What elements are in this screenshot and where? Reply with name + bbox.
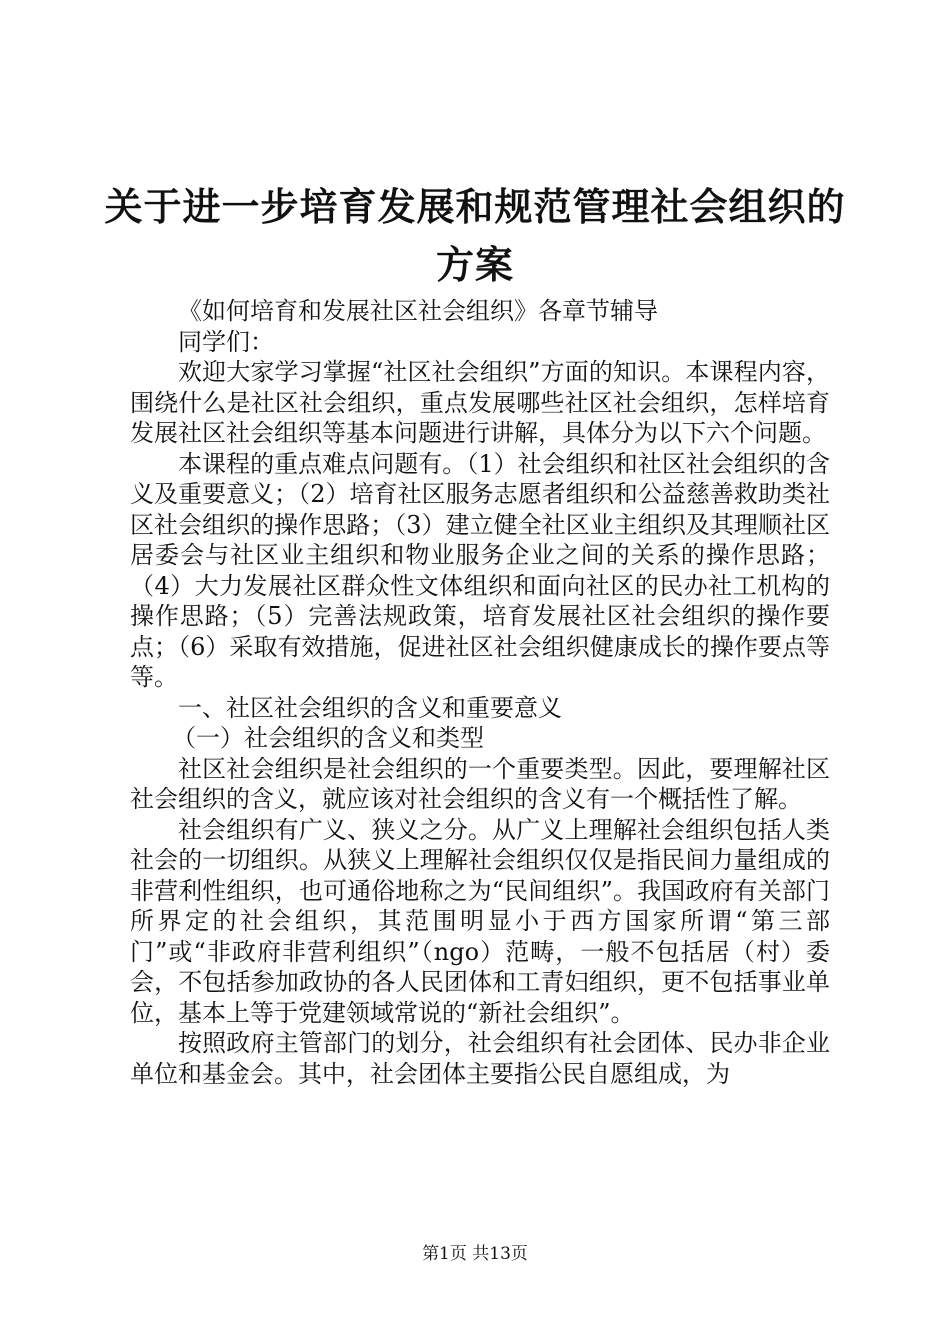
paragraph-greeting: 同学们： — [178, 327, 274, 356]
paragraph-classification: 按照政府主管部门的划分，社会组织有社会团体、民办非企业单位和基金会。其中，社会团体主要指公民自愿组成，为 — [130, 1029, 830, 1088]
page-footer: 第1页 共13页 — [422, 1244, 528, 1264]
document-body — [130, 296, 830, 1089]
document-title: 关于进一步培育发展和规范管理社会组织的方案 — [104, 185, 846, 287]
paragraph-intro: 欢迎大家学习掌握“社区社会组织”方面的知识。本课程内容，围绕什么是社区社会组织，重点发展哪些社区社会组织，怎样培育发展社区社会组织等基本问题进行讲解，具体分为以下六个问题。 — [130, 358, 830, 447]
subsection-heading: （一）社会组织的含义和类型 — [172, 724, 484, 752]
paragraph-definition: 社区社会组织是社会组织的一个重要类型。因此，要理解社区社会组织的含义，就应该对社会组织的含义有一个概括性了解。 — [130, 754, 830, 813]
paragraph-broad-narrow: 社会组织有广义、狭义之分。从广义上理解社会组织包括人类社会的一切组织。从狭义上理解社会组织仅仅是指民间力量组成的非营利性组织，也可通俗地称之为“民间组织”。我国政府有关部门所界定的社会组织，其范围明显小于西方国家所谓“第三部门”或“非政府非营利组织”（ngo）范畴，一般不包括居（村）委会，不包括参加政协的各人民团体和工青妇组织，更不包括事业单位，基本上等于党建领域常说的“新社会组织”。 — [130, 815, 830, 1027]
section-heading: 一、社区社会组织的含义和重要意义 — [178, 693, 562, 722]
paragraph-subtitle: 《如何培育和发展社区社会组织》各章节辅导 — [178, 297, 658, 325]
paragraph-key-points: 本课程的重点难点问题有。（1）社会组织和社区社会组织的含义及重要意义；（2）培育社区服务志愿者组织和公益慈善救助类社区社会组织的操作思路；（3）建立健全社区业主组织及其理顺社区居委会与社区业主组织和物业服务企业之间的关系的操作思路；（4）大力发展社区群众性文体组织和面向社区的民办社工机构的操作思路；（5）完善法规政策，培育发展社区社会组织的操作要点；（6）采取有效措施，促进社区社会组织健康成长的操作要点等等。 — [130, 449, 830, 691]
